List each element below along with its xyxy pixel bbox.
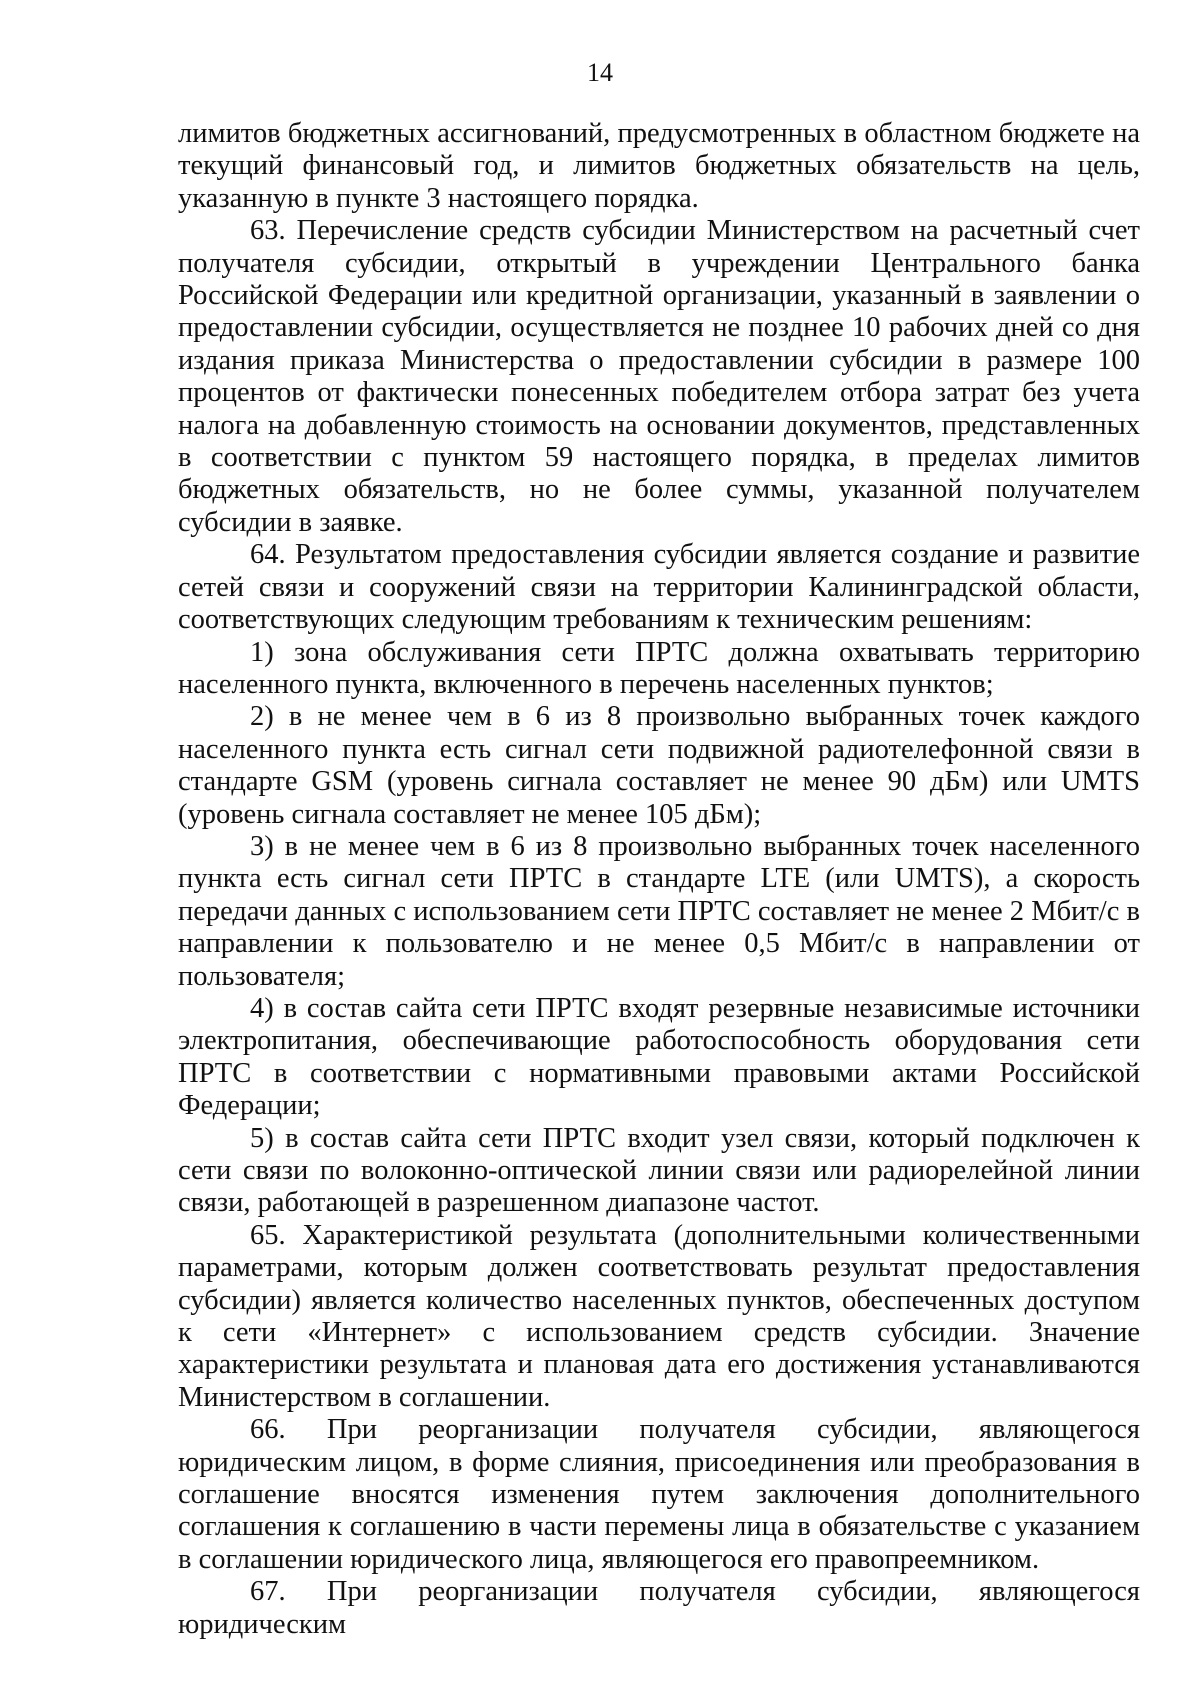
requirement-item-3: 3) в не менее чем в 6 из 8 произвольно выбранных точек населенного пункта есть сигнал сети ПРТС в стандарте LTE (или UMTS), а скорость передачи данных с использованием сети ПРТС составляет не менее 2 Мбит/с в направлении к пользователю и не менее 0,5 Мбит/с в направлении от пользователя; — [178, 830, 1140, 992]
paragraph-63: 63. Перечисление средств субсидии Министерством на расчетный счет получателя субсидии, открытый в учреждении Центрального банка Российской Федерации или кредитной организации, указанный в заявлении о предоставлении субсидии, осуществляется не позднее 10 рабочих дней со дня издания приказа Министерства о предоставлении субсидии в размере 100 процентов от фактически понесенных победителем отбора затрат без учета налога на добавленную стоимость на основании документов, представленных в соответствии с пунктом 59 настоящего порядка, в пределах лимитов бюджетных обязательств, но не более суммы, указанной получателем субсидии в заявке. — [178, 215, 1140, 538]
requirement-item-2: 2) в не менее чем в 6 из 8 произвольно выбранных точек каждого населенного пункта есть сигнал сети подвижной радиотелефонной связи в стандарте GSM (уровень сигнала составляет не менее 90 дБм) или UMTS (уровень сигнала составляет не менее 105 дБм); — [178, 701, 1140, 830]
requirement-item-1: 1) зона обслуживания сети ПРТС должна охватывать территорию населенного пункта, включенного в перечень населенных пунктов; — [178, 636, 1140, 700]
document-body — [178, 118, 1140, 1641]
page-number: 14 — [587, 58, 613, 87]
paragraph-66: 66. При реорганизации получателя субсидии, являющегося юридическим лицом, в форме слияния, присоединения или преобразования в соглашение вносятся изменения путем заключения дополнительного соглашения к соглашению в части перемены лица в обязательстве с указанием в соглашении юридического лица, являющегося его правопреемником. — [178, 1414, 1140, 1575]
paragraph-67: 67. При реорганизации получателя субсидии, являющегося юридическим — [178, 1576, 1140, 1640]
requirement-item-5: 5) в состав сайта сети ПРТС входит узел связи, который подключен к сети связи по волоконно-оптической линии связи или радиорелейной линии связи, работающей в разрешенном диапазоне частот. — [178, 1122, 1140, 1219]
paragraph-64: 64. Результатом предоставления субсидии является создание и развитие сетей связи и сооружений связи на территории Калининградской области, соответствующих следующим требованиям к техническим решениям: — [178, 539, 1140, 636]
paragraph-65: 65. Характеристикой результата (дополнительными количественными параметрами, которым должен соответствовать результат предоставления субсидии) является количество населенных пунктов, обеспеченных доступом к сети «Интернет» с использованием средств субсидии. Значение характеристики результата и плановая дата его достижения устанавливаются Министерством в соглашении. — [178, 1219, 1140, 1413]
paragraph-continuation: лимитов бюджетных ассигнований, предусмотренных в областном бюджете на текущий финансовый год, и лимитов бюджетных обязательств на цель, указанную в пункте 3 настоящего порядка. — [178, 118, 1140, 214]
requirement-item-4: 4) в состав сайта сети ПРТС входят резервные независимые источники электропитания, обеспечивающие работоспособность оборудования сети ПРТС в соответствии с нормативными правовыми актами Российской Федерации; — [178, 992, 1140, 1122]
